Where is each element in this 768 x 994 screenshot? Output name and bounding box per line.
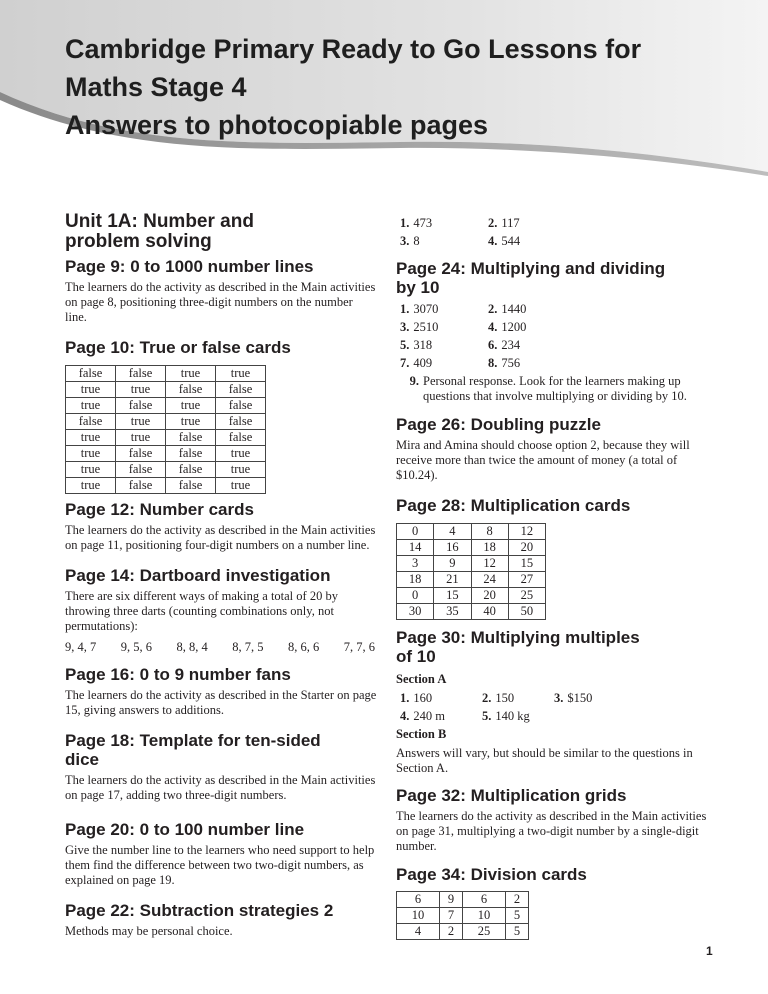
multiplication-card-cell: 40: [471, 604, 508, 620]
page-24-heading-line-1: Page 24: Multiplying and dividing: [396, 259, 666, 278]
left-column: [65, 212, 377, 939]
true-false-cell: false: [216, 382, 266, 398]
true-false-cell: false: [166, 430, 216, 446]
division-card-cell: 6: [397, 892, 440, 908]
page-18-heading: [65, 731, 377, 769]
division-card-row: [397, 924, 529, 940]
answer-row: [396, 318, 708, 336]
true-false-cell: true: [116, 414, 166, 430]
division-card-cell: 5: [505, 924, 528, 940]
multiplication-cards-table: [396, 523, 546, 620]
true-false-cell: false: [216, 414, 266, 430]
true-false-cell: false: [66, 414, 116, 430]
division-card-cell: 9: [439, 892, 462, 908]
true-false-cell: false: [166, 462, 216, 478]
section-a-label: Section A: [396, 672, 447, 686]
multiplication-card-cell: 9: [434, 556, 471, 572]
page-24-heading-line-2: by 10: [396, 278, 440, 297]
true-false-cell: true: [166, 414, 216, 430]
multiplication-card-cell: 12: [508, 524, 545, 540]
multiplication-card-cell: 18: [471, 540, 508, 556]
true-false-cell: false: [116, 478, 166, 494]
page-12-text: The learners do the activity as described in the Main activities on page 11, positioning four-digit numbers on a number line.: [65, 523, 376, 552]
answer-item: 6. 234: [488, 338, 521, 352]
page-number: 1: [706, 944, 713, 958]
true-false-row: [66, 382, 266, 398]
true-false-row: [66, 446, 266, 462]
division-card-cell: 25: [462, 924, 505, 940]
multiplication-card-cell: 21: [434, 572, 471, 588]
multiplication-card-row: [397, 524, 546, 540]
answer-row: [396, 214, 708, 232]
page-18-heading-line-1: Page 18: Template for ten-sided: [65, 731, 321, 750]
page-10-heading: Page 10: True or false cards: [65, 338, 291, 357]
page-22-heading: Page 22: Subtraction strategies 2: [65, 901, 334, 920]
page-30-heading-line-1: Page 30: Multiplying multiples: [396, 628, 640, 647]
document-title: [65, 30, 641, 144]
true-false-cell: false: [116, 446, 166, 462]
multiplication-card-cell: 50: [508, 604, 545, 620]
page-28-heading: Page 28: Multiplication cards: [396, 496, 631, 515]
true-false-cell: true: [166, 366, 216, 382]
division-card-cell: 6: [462, 892, 505, 908]
answer-item: 3. $150: [554, 691, 593, 705]
page-22-text: Methods may be personal choice.: [65, 924, 233, 938]
division-card-row: [397, 892, 529, 908]
title-line-2: Maths Stage 4: [65, 72, 247, 102]
true-false-cell: true: [216, 478, 266, 494]
page-34-heading: Page 34: Division cards: [396, 865, 587, 884]
true-false-cell: true: [66, 462, 116, 478]
multiplication-card-cell: 4: [434, 524, 471, 540]
multiplication-card-row: [397, 540, 546, 556]
true-false-cell: false: [166, 382, 216, 398]
page-16-text: The learners do the activity as described in the Starter on page 15, giving answers to additions.: [65, 688, 377, 717]
section-a-answers: [396, 689, 708, 725]
answer-item: 4. 240 m: [400, 709, 445, 723]
answer-row: [396, 336, 708, 354]
answer-item: 3. 8: [400, 234, 420, 248]
answer-item: 1. 3070: [400, 302, 439, 316]
section-b-text: Answers will vary, but should be similar to the questions in Section A.: [396, 746, 693, 775]
answer-item: 2. 150: [482, 691, 515, 705]
division-card-row: [397, 908, 529, 924]
answer-row: [396, 300, 708, 318]
multiplication-card-cell: 8: [471, 524, 508, 540]
true-false-row: [66, 366, 266, 382]
true-false-row: [66, 462, 266, 478]
page-header: [0, 0, 768, 200]
multiplication-card-cell: 30: [397, 604, 434, 620]
dart-combo: 9, 4, 7: [65, 640, 97, 654]
dart-combo: 8, 8, 4: [176, 640, 208, 654]
division-card-cell: 5: [505, 908, 528, 924]
true-false-cell: true: [66, 478, 116, 494]
true-false-row: [66, 478, 266, 494]
multiplication-card-cell: 16: [434, 540, 471, 556]
answer-item: 4. 544: [488, 234, 521, 248]
page-22-answers: [396, 214, 708, 250]
unit-heading: [65, 212, 377, 252]
title-line-3: Answers to photocopiable pages: [65, 110, 489, 140]
true-false-cell: false: [116, 398, 166, 414]
division-card-cell: 7: [439, 908, 462, 924]
division-card-cell: 2: [439, 924, 462, 940]
unit-heading-line-2: problem solving: [65, 231, 212, 252]
division-card-cell: 4: [397, 924, 440, 940]
multiplication-card-cell: 35: [434, 604, 471, 620]
answer-row: [396, 232, 708, 250]
page-24-heading: [396, 259, 708, 297]
answer-item: 4. 1200: [488, 320, 527, 334]
page-26-heading: Page 26: Doubling puzzle: [396, 415, 601, 434]
true-false-table: [65, 365, 266, 494]
true-false-row: [66, 414, 266, 430]
page-30-heading: [396, 628, 708, 666]
multiplication-card-cell: 3: [397, 556, 434, 572]
multiplication-card-cell: 15: [508, 556, 545, 572]
page-20-heading: Page 20: 0 to 100 number line: [65, 820, 305, 839]
dart-combinations: [65, 640, 375, 655]
multiplication-card-cell: 18: [397, 572, 434, 588]
multiplication-card-cell: 27: [508, 572, 545, 588]
answer-row: [396, 354, 708, 372]
page-9-text: The learners do the activity as described in the Main activities on page 8, positioning three-digit numbers on the number line.: [65, 280, 376, 324]
answer-item: 5. 140 kg: [482, 709, 530, 723]
true-false-cell: true: [216, 446, 266, 462]
page-32-text: The learners do the activity as described in the Main activities on page 31, multiplying a two-digit number by a single-digit number.: [396, 809, 707, 853]
true-false-cell: false: [166, 446, 216, 462]
true-false-cell: true: [216, 462, 266, 478]
answer-row: [396, 689, 708, 707]
answer-item: 2. 1440: [488, 302, 527, 316]
unit-heading-line-1: Unit 1A: Number and: [65, 211, 254, 232]
true-false-cell: true: [116, 430, 166, 446]
division-card-cell: 10: [462, 908, 505, 924]
dart-combo: 7, 7, 6: [343, 640, 375, 654]
multiplication-card-cell: 0: [397, 524, 434, 540]
page-9-heading: Page 9: 0 to 1000 number lines: [65, 257, 314, 276]
multiplication-card-cell: 24: [471, 572, 508, 588]
true-false-cell: true: [166, 398, 216, 414]
page-24-answers: [396, 300, 708, 404]
answer-item: 8. 756: [488, 356, 521, 370]
true-false-row: [66, 430, 266, 446]
page-12-heading: Page 12: Number cards: [65, 500, 254, 519]
answer-item: 5. 318: [400, 338, 433, 352]
multiplication-card-row: [397, 588, 546, 604]
true-false-row: [66, 398, 266, 414]
division-card-cell: 10: [397, 908, 440, 924]
multiplication-card-cell: 0: [397, 588, 434, 604]
true-false-cell: true: [66, 446, 116, 462]
true-false-cell: false: [166, 478, 216, 494]
page-26-text: Mira and Amina should choose option 2, because they will receive more than twice the amount of money (a total of $10.24).: [396, 438, 690, 482]
true-false-cell: false: [116, 462, 166, 478]
page-16-heading: Page 16: 0 to 9 number fans: [65, 665, 291, 684]
answer-row: [396, 707, 708, 725]
page-14-text: There are six different ways of making a total of 20 by throwing three darts (counting combinations only, not permutations):: [65, 589, 338, 633]
page-14-heading: Page 14: Dartboard investigation: [65, 566, 331, 585]
multiplication-card-cell: 15: [434, 588, 471, 604]
multiplication-card-cell: 25: [508, 588, 545, 604]
true-false-cell: false: [216, 430, 266, 446]
true-false-cell: false: [216, 398, 266, 414]
true-false-cell: false: [66, 366, 116, 382]
page-18-heading-line-2: dice: [65, 750, 100, 769]
multiplication-card-cell: 14: [397, 540, 434, 556]
answer-item: 3. 2510: [400, 320, 439, 334]
multiplication-card-cell: 12: [471, 556, 508, 572]
multiplication-card-row: [397, 604, 546, 620]
title-line-1: Cambridge Primary Ready to Go Lessons for: [65, 34, 642, 64]
page-32-heading: Page 32: Multiplication grids: [396, 786, 627, 805]
right-column: [396, 212, 708, 940]
division-cards-table: [396, 891, 529, 940]
true-false-cell: true: [66, 430, 116, 446]
answer-item: 1. 473: [400, 216, 433, 230]
multiplication-card-cell: 20: [471, 588, 508, 604]
multiplication-card-row: [397, 572, 546, 588]
dart-combo: 8, 6, 6: [288, 640, 320, 654]
answer-item: 2. 117: [488, 216, 520, 230]
true-false-cell: true: [66, 382, 116, 398]
dart-combo: 9, 5, 6: [120, 640, 152, 654]
page-20-text: Give the number line to the learners who need support to help them find the difference between two two-digit numbers, as explained on page 19.: [65, 843, 375, 887]
division-card-cell: 2: [505, 892, 528, 908]
answer-item: 7. 409: [400, 356, 433, 370]
true-false-cell: false: [116, 366, 166, 382]
dart-combo: 8, 7, 5: [232, 640, 264, 654]
page-18-text: The learners do the activity as described in the Main activities on page 17, adding two three-digit numbers.: [65, 773, 376, 802]
true-false-cell: true: [216, 366, 266, 382]
answer-item: 1. 160: [400, 691, 433, 705]
section-b-label: Section B: [396, 727, 447, 741]
true-false-cell: true: [66, 398, 116, 414]
multiplication-card-cell: 20: [508, 540, 545, 556]
page-24-note: 9. Personal response. Look for the learners making up questions that involve multiplying or dividing by 10.: [409, 374, 687, 403]
true-false-cell: true: [116, 382, 166, 398]
multiplication-card-row: [397, 556, 546, 572]
page-30-heading-line-2: of 10: [396, 647, 436, 666]
